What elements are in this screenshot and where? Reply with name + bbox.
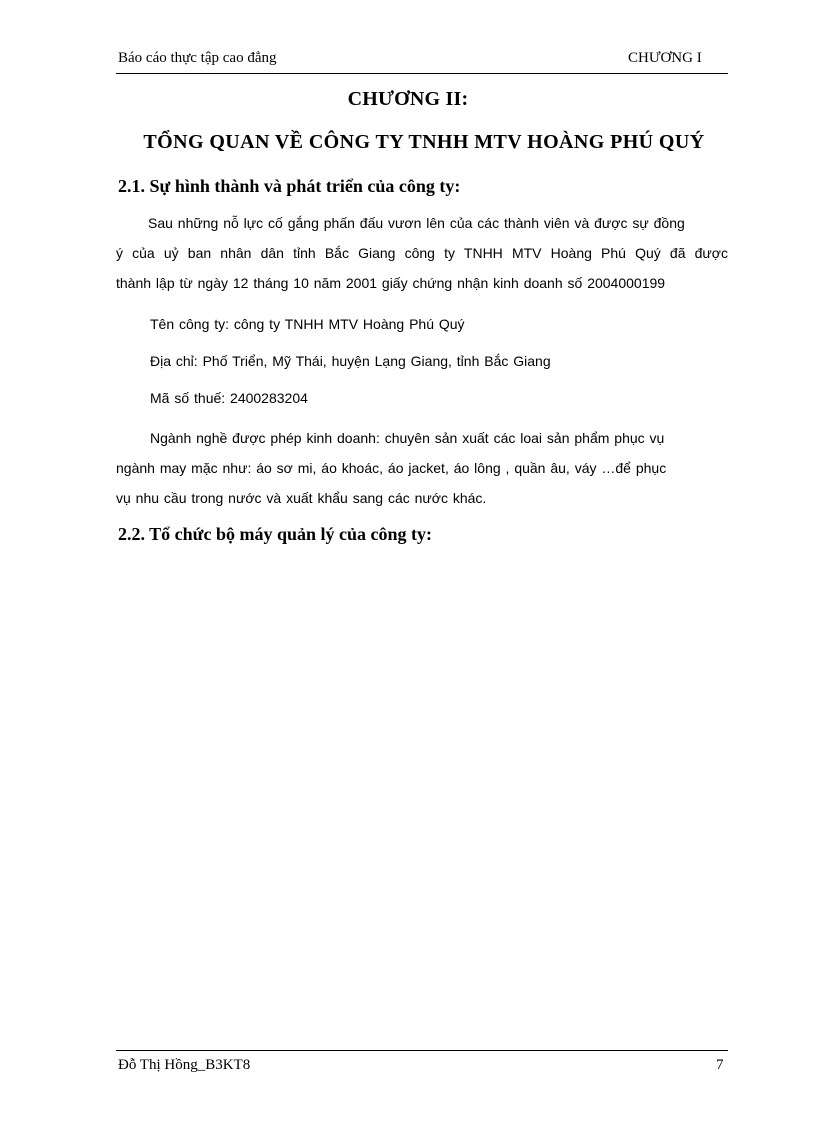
chapter-label: CHƯƠNG II: [347,88,469,110]
section-heading-2-2: 2.2. Tổ chức bộ máy quản lý của công ty: [118,524,432,544]
intro-paragraph-line-1: Sau những nỗ lực cố gắng phấn đấu vươn lên của các thành viên và được sự đồng [148,215,685,231]
footer-author: Đỗ Thị Hồng_B3KT8 [118,1057,251,1073]
section-heading-2-1: 2.1. Sự hình thành và phát triển của công ty: [118,176,461,196]
header-document-title: Báo cáo thực tập cao đẳng [118,50,277,66]
header-chapter-label: CHƯƠNG I [628,50,702,66]
chapter-title: TỔNG QUAN VỀ CÔNG TY TNHH MTV HOÀNG PHÚ QUÝ [143,131,705,153]
header-divider [116,73,728,74]
company-name-line: Tên công ty: công ty TNHH MTV Hoàng Phú Quý [150,316,465,332]
intro-paragraph-line-3: thành lập từ ngày 12 tháng 10 năm 2001 giấy chứng nhận kinh doanh số 2004000199 [116,275,666,291]
intro-paragraph-line-2: ý của uỷ ban nhân dân tỉnh Bắc Giang công ty TNHH MTV Hoàng Phú Quý đã được [116,245,728,261]
footer-divider [116,1050,728,1051]
business-lines-line-2: ngành may mặc như: áo sơ mi, áo khoác, áo jacket, áo lông , quần âu, váy …để phục [116,460,667,476]
footer-page-number: 7 [716,1057,724,1073]
business-lines-line-3: vụ nhu cầu trong nước và xuất khẩu sang các nước khác. [116,490,487,506]
business-lines-line-1: Ngành nghề được phép kinh doanh: chuyên sản xuất các loai sản phẩm phục vụ [150,430,665,446]
tax-code-line: Mã số thuế: 2400283204 [150,390,308,406]
company-address-line: Địa chỉ: Phố Triển, Mỹ Thái, huyện Lạng Giang, tỉnh Bắc Giang [150,353,551,369]
